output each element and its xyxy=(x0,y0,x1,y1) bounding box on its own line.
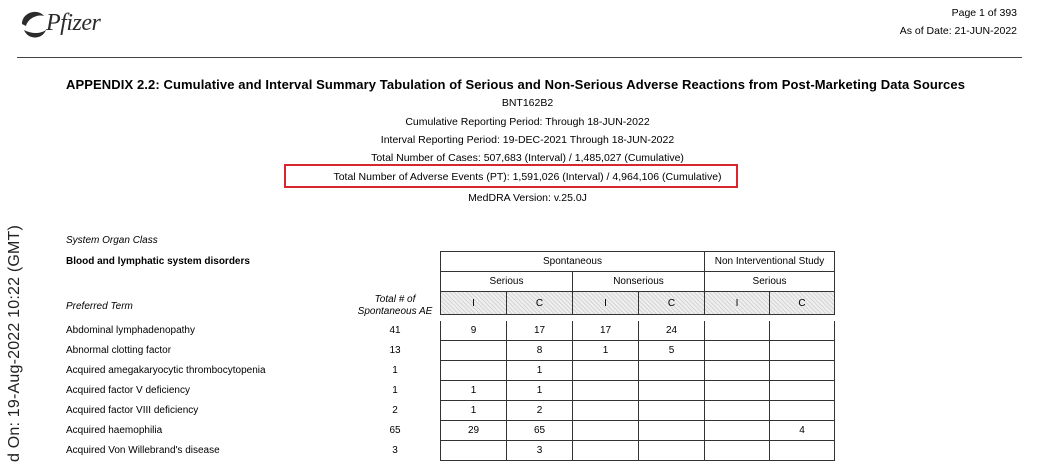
table-row xyxy=(0,381,1055,401)
page-number: Page 1 of 393 xyxy=(951,7,1017,19)
nis-header: Non Interventional Study xyxy=(704,251,835,272)
soc-value: Blood and lymphatic system disorders xyxy=(66,256,250,267)
value-cell xyxy=(769,321,835,341)
value-cell xyxy=(638,401,704,421)
approval-stamp: d On: 19-Aug-2022 10:22 (GMT) xyxy=(6,224,23,462)
value-cell: 8 xyxy=(506,341,572,361)
total-ae: 2 xyxy=(392,405,398,416)
preferred-term: Abnormal clotting factor xyxy=(66,345,172,356)
preferred-term-label: Preferred Term xyxy=(66,301,133,312)
soc-label: System Organ Class xyxy=(66,235,158,246)
value-cell xyxy=(440,361,506,381)
value-cell xyxy=(704,381,769,401)
value-cell xyxy=(704,421,769,441)
value-cell xyxy=(638,441,704,461)
table-row xyxy=(0,361,1055,381)
value-cell xyxy=(572,421,638,441)
table-row xyxy=(0,421,1055,441)
pfizer-logo xyxy=(18,4,108,46)
value-cell xyxy=(769,341,835,361)
value-cell xyxy=(704,341,769,361)
value-cell: 17 xyxy=(572,321,638,341)
preferred-term: Acquired amegakaryocytic thrombocytopenia xyxy=(66,365,266,376)
preferred-term: Acquired Von Willebrand's disease xyxy=(66,445,220,456)
value-cell xyxy=(572,441,638,461)
value-cell: 5 xyxy=(638,341,704,361)
value-cell xyxy=(704,441,769,461)
value-cell xyxy=(572,361,638,381)
total-ae: 1 xyxy=(392,365,398,376)
col-header-nis-interval: I xyxy=(704,291,770,315)
value-cell xyxy=(769,381,835,401)
col-header-nis-cumulative: C xyxy=(769,291,835,315)
page-info xyxy=(900,4,1017,40)
value-cell xyxy=(704,361,769,381)
total-ae: 1 xyxy=(392,385,398,396)
value-cell: 1 xyxy=(572,341,638,361)
preferred-term: Acquired factor V deficiency xyxy=(66,385,190,396)
value-cell xyxy=(572,381,638,401)
logo-wordmark: Pfizer xyxy=(46,10,101,36)
table-row xyxy=(0,401,1055,421)
total-ae: 65 xyxy=(389,425,401,436)
table-row xyxy=(0,341,1055,361)
cumulative-period: Cumulative Reporting Period: Through 18-JUN-2022 xyxy=(405,116,650,128)
header-divider xyxy=(17,57,1022,58)
table-row xyxy=(0,321,1055,341)
col-header-spont-nonserious-cumulative: C xyxy=(638,291,705,315)
value-cell: 1 xyxy=(440,381,506,401)
value-cell: 1 xyxy=(506,361,572,381)
nis-serious-header: Serious xyxy=(704,271,835,292)
value-cell xyxy=(704,401,769,421)
spontaneous-nonserious-header: Nonserious xyxy=(572,271,705,292)
col-header-spont-serious-cumulative: C xyxy=(506,291,573,315)
col-header-spont-serious-interval: I xyxy=(440,291,507,315)
total-ae-label: Total # of Spontaneous AE xyxy=(357,294,433,317)
total-ae: 41 xyxy=(389,325,401,336)
preferred-term: Abdominal lymphadenopathy xyxy=(66,325,195,336)
value-cell: 9 xyxy=(440,321,506,341)
document-title: APPENDIX 2.2: Cumulative and Interval Summary Tabulation of Serious and Non-Serious Adverse Reactions from Post-Marketing Data Sources xyxy=(66,77,966,92)
value-cell xyxy=(572,401,638,421)
spontaneous-serious-header: Serious xyxy=(440,271,573,292)
value-cell xyxy=(638,381,704,401)
value-cell: 4 xyxy=(769,421,835,441)
total-ae: 13 xyxy=(389,345,401,356)
value-cell: 1 xyxy=(506,381,572,401)
value-cell xyxy=(638,421,704,441)
value-cell: 24 xyxy=(638,321,704,341)
spontaneous-header: Spontaneous xyxy=(440,251,705,272)
value-cell: 2 xyxy=(506,401,572,421)
interval-period: Interval Reporting Period: 19-DEC-2021 Through 18-JUN-2022 xyxy=(380,134,675,146)
table-row xyxy=(0,441,1055,461)
value-cell xyxy=(769,441,835,461)
value-cell: 65 xyxy=(506,421,572,441)
total-adverse-events: Total Number of Adverse Events (PT): 1,591,026 (Interval) / 4,964,106 (Cumulative) xyxy=(333,171,722,183)
preferred-term: Acquired factor VIII deficiency xyxy=(66,405,199,416)
value-cell xyxy=(769,361,835,381)
highlight-box xyxy=(284,164,738,188)
value-cell xyxy=(638,361,704,381)
value-cell: 29 xyxy=(440,421,506,441)
value-cell: 17 xyxy=(506,321,572,341)
meddra-version: MedDRA Version: v.25.0J xyxy=(468,192,587,204)
col-header-spont-nonserious-interval: I xyxy=(572,291,639,315)
total-ae: 3 xyxy=(392,445,398,456)
value-cell xyxy=(769,401,835,421)
value-cell xyxy=(440,341,506,361)
product-code: BNT162B2 xyxy=(501,97,554,109)
total-cases: Total Number of Cases: 507,683 (Interval) / 1,485,027 (Cumulative) xyxy=(371,152,684,164)
value-cell xyxy=(440,441,506,461)
preferred-term: Acquired haemophilia xyxy=(66,425,163,436)
pfizer-pill-icon xyxy=(18,4,48,46)
value-cell: 1 xyxy=(440,401,506,421)
value-cell: 3 xyxy=(506,441,572,461)
as-of-date: As of Date: 21-JUN-2022 xyxy=(899,25,1017,37)
value-cell xyxy=(704,321,769,341)
